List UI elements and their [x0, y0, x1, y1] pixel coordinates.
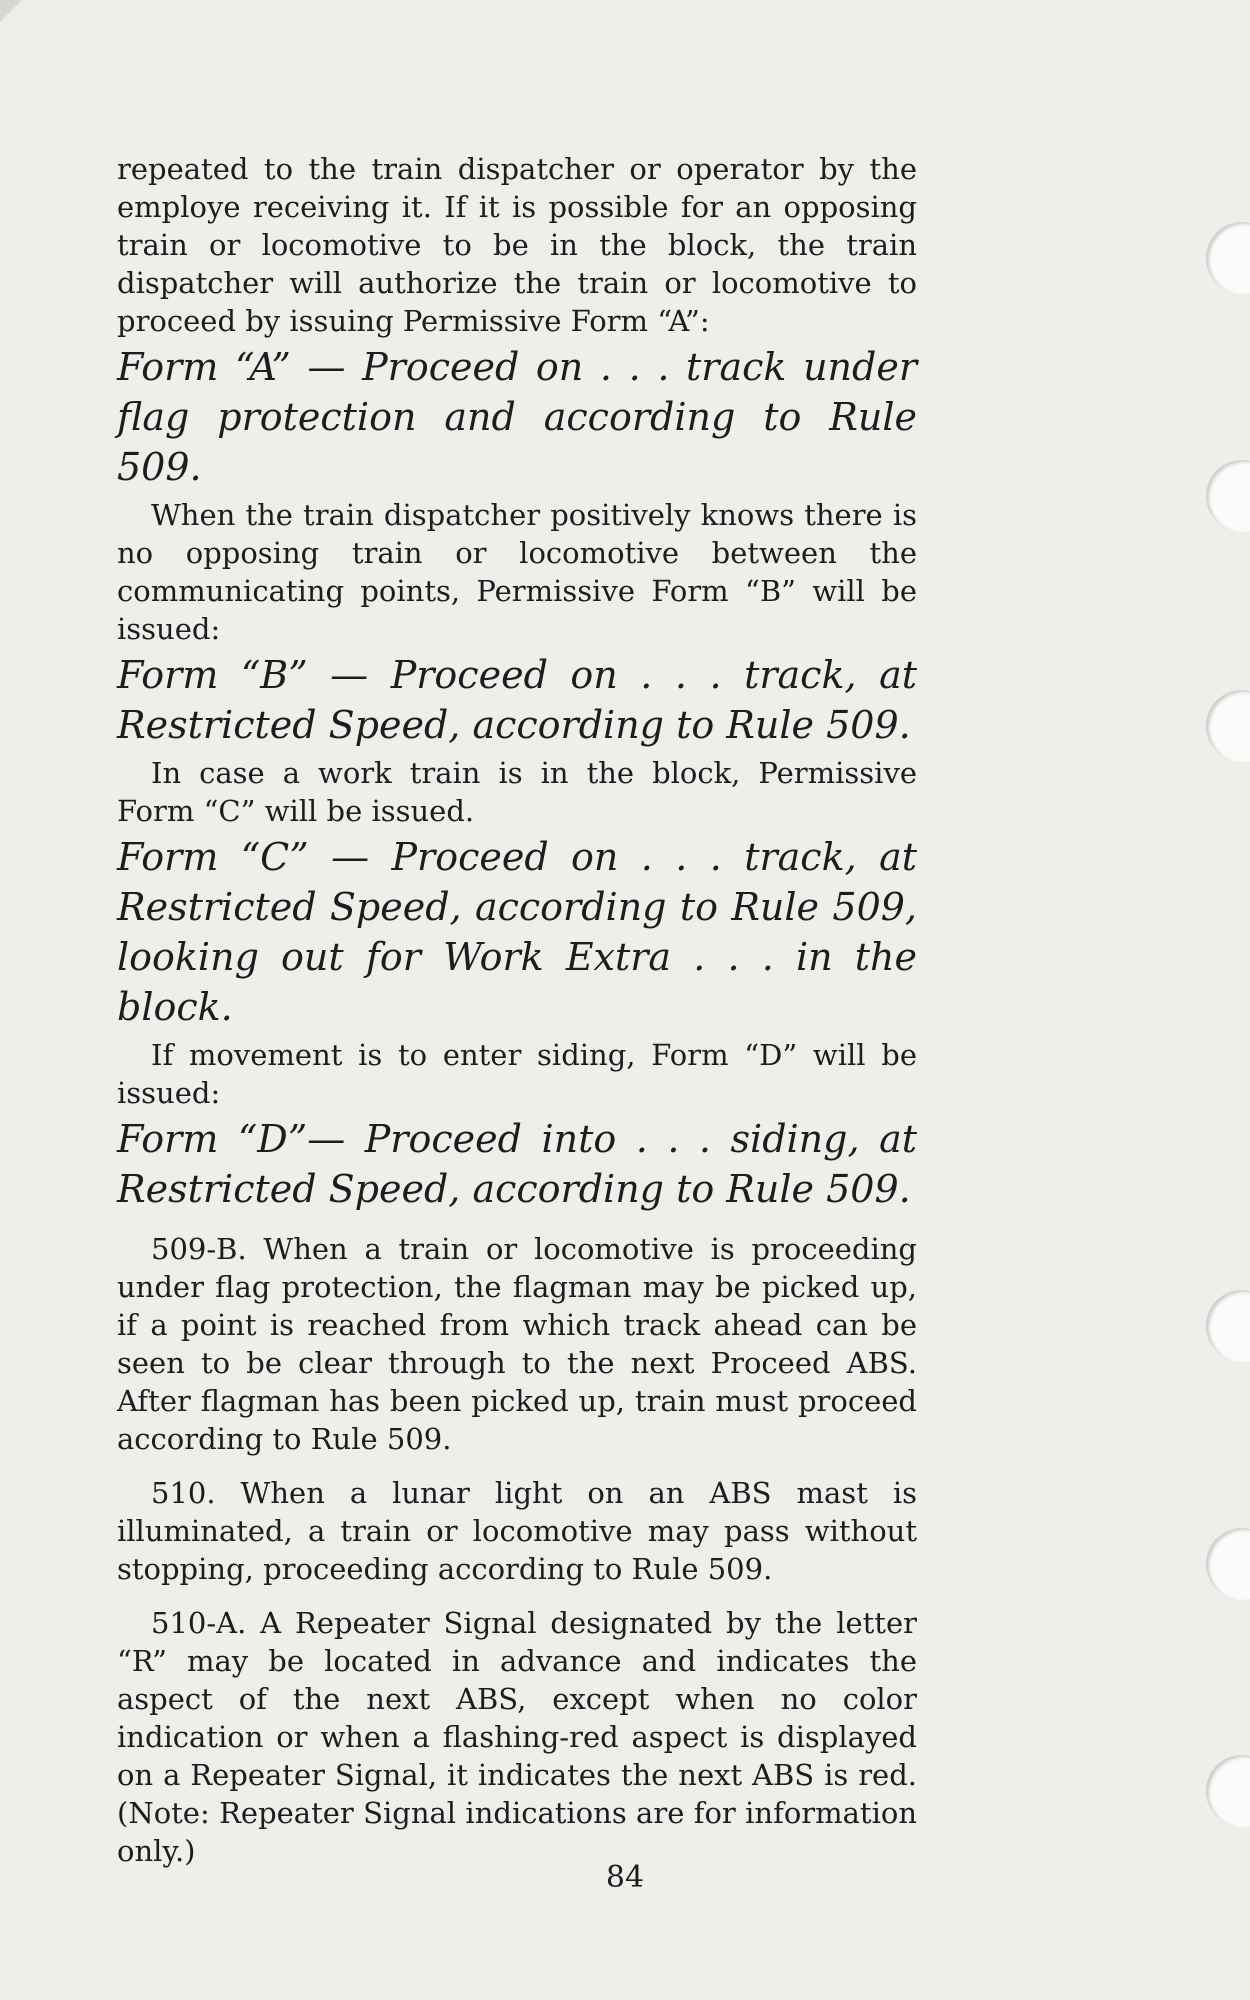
binder-hole: [1206, 690, 1250, 762]
binder-holes: [1160, 0, 1250, 2000]
binder-hole: [1206, 460, 1250, 532]
paragraph-form-d-intro: If movement is to enter siding, Form “D” will be issued:: [117, 1038, 917, 1110]
form-c-text: Form “C” — Proceed on . . . track, at Restricted Speed, according to Rule 509, looking out for Work Extra . . . in the block.: [117, 835, 917, 1029]
paragraph-form-c-intro: In case a work train is in the block, Permissive Form “C” will be issued.: [117, 756, 917, 828]
form-b-text: Form “B” — Proceed on . . . track, at Restricted Speed, according to Rule 509.: [117, 653, 917, 747]
rule-510-a: 510-A. A Repeater Signal designated by the letter “R” may be located in advance and indicates the aspect of the next ABS, except when no color indication or when a flashing-red aspect is displayed on a Repeater Signal, it indicates the next ABS is red. (Note: Repeater Signal indications are for information only.): [117, 1606, 917, 1868]
binder-hole: [1206, 1290, 1250, 1362]
rule-509-b: 509-B. When a train or locomotive is proceeding under flag protection, the flagman may be picked up, if a point is reached from which track ahead can be seen to be clear through to the next Proceed ABS. After flagman has been picked up, train must proceed according to Rule 509.: [117, 1232, 917, 1456]
rule-text-body: [117, 150, 917, 1870]
binder-hole: [1206, 1755, 1250, 1827]
form-d-text: Form “D”— Proceed into . . . siding, at Restricted Speed, according to Rule 509.: [117, 1117, 917, 1211]
page-corner-fold: [0, 0, 22, 22]
binder-hole: [1206, 1528, 1250, 1600]
paragraph-form-b-intro: When the train dispatcher positively knows there is no opposing train or locomotive between the communicating points, Permissive Form “B” will be issued:: [117, 498, 917, 646]
paragraph-continued: repeated to the train dispatcher or operator by the employe receiving it. If it is possible for an opposing train or locomotive to be in the block, the train dispatcher will authorize the train or locomotive to proceed by issuing Permissive Form “A”:: [117, 152, 917, 338]
page-number: 84: [605, 1860, 645, 1895]
form-a-text: Form “A” — Proceed on . . . track under flag protection and according to Rule 509.: [117, 345, 917, 489]
rule-510: 510. When a lunar light on an ABS mast is illuminated, a train or locomotive may pass without stopping, proceeding according to Rule 509.: [117, 1476, 917, 1586]
binder-hole: [1206, 222, 1250, 294]
